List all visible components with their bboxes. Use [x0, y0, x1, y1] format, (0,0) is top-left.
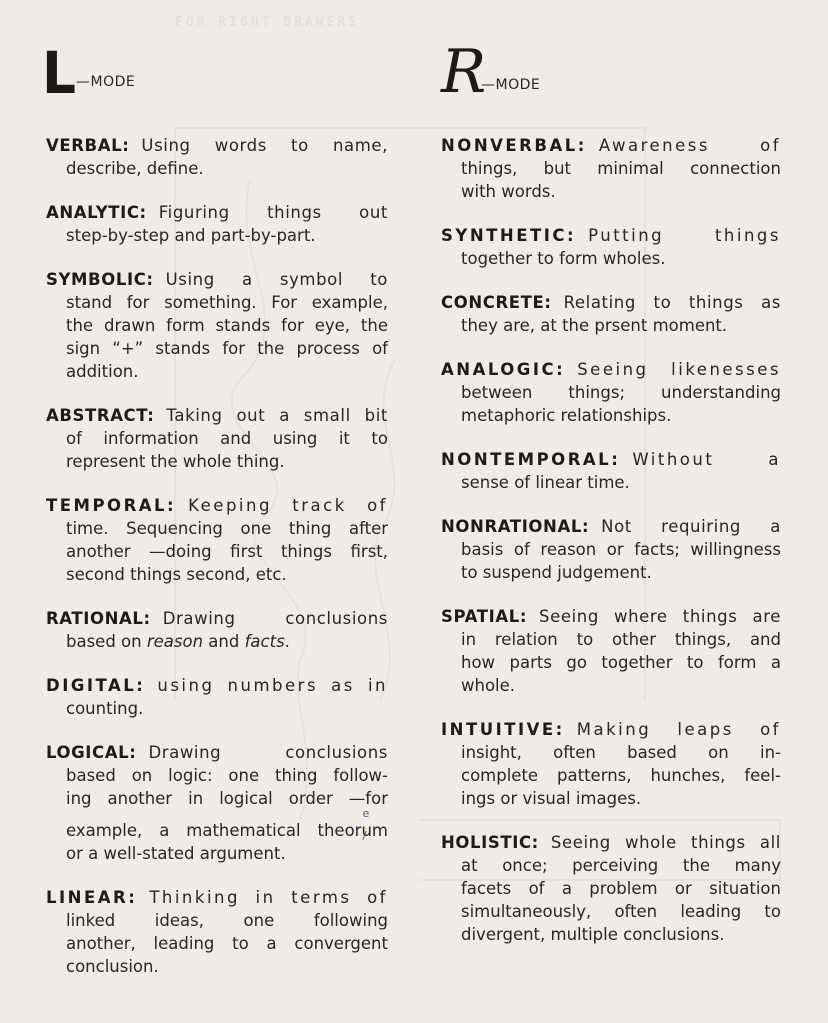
text-run: . — [284, 632, 290, 651]
definition-line: Seeing whole things all — [550, 833, 781, 852]
l-mode-suffix: —MODE — [76, 74, 136, 90]
emphasis-reason: reason — [146, 632, 204, 651]
definition-line: Not requiring a — [601, 517, 781, 536]
definition-line: Drawing conclusions — [148, 743, 388, 762]
definition-line: based on logic: one thing follow- — [66, 766, 388, 785]
entry-nonrational — [441, 515, 781, 584]
term-label: DIGITAL: — [46, 676, 146, 695]
definition-line: or a well-stated argument. — [66, 844, 286, 863]
term-label: NONRATIONAL: — [441, 517, 590, 536]
entry-verbal — [46, 134, 388, 180]
definition-line: how parts go together to form a — [461, 653, 781, 672]
entry-logical — [46, 741, 388, 865]
term-label: INTUITIVE: — [441, 720, 565, 739]
entry-temporal — [46, 494, 388, 586]
entry-abstract — [46, 404, 388, 473]
entry-intuitive — [441, 718, 781, 810]
text-run: example, a mathematical theor — [66, 821, 362, 840]
definition-line: another —doing first things first, — [66, 542, 388, 561]
term-label: SYMBOLIC: — [46, 270, 154, 289]
term-label: CONCRETE: — [441, 293, 552, 312]
definition-line: conclusion. — [66, 957, 159, 976]
entry-concrete — [441, 291, 781, 337]
definition-line: sign “+” stands for the process of — [66, 339, 388, 358]
definition-line: Seeing likenesses — [577, 360, 781, 379]
emphasis-facts: facts — [244, 632, 285, 651]
definition-line: whole. — [461, 676, 516, 695]
definition-line: Relating to things as — [563, 293, 781, 312]
entry-nonverbal — [441, 134, 781, 203]
term-label: RATIONAL: — [46, 609, 151, 628]
definition-line: they are, at the prsent moment. — [461, 316, 728, 335]
definition-line: using numbers as in — [157, 676, 388, 695]
r-mode-suffix: —MODE — [481, 77, 541, 93]
definition-line: time. Sequencing one thing after — [66, 519, 388, 538]
definition-line: Using words to name, — [141, 136, 388, 155]
definition-line: Putting things — [588, 226, 781, 245]
definition-line: Keeping track of — [188, 496, 388, 515]
definition-line: basis of reason or facts; willingness — [461, 540, 781, 559]
definition-line: together to form wholes. — [461, 249, 666, 268]
term-label: ANALOGIC: — [441, 360, 566, 379]
definition-line: facets of a problem or situation — [461, 879, 781, 898]
definition-line: addition. — [66, 362, 139, 381]
term-label: SYNTHETIC: — [441, 226, 577, 245]
l-mode-column — [42, 39, 388, 999]
entry-analogic — [441, 358, 781, 427]
definition-line: in relation to other things, and — [461, 630, 781, 649]
definition-line: Taking out a small bit — [166, 406, 388, 425]
definition-line: Seeing where things are — [539, 607, 781, 626]
term-label: NONVERBAL: — [441, 136, 587, 155]
struck-letter: u — [361, 821, 372, 840]
term-label: LOGICAL: — [46, 743, 137, 762]
entry-analytic — [46, 201, 388, 247]
definition-line: things, but minimal connection — [461, 159, 781, 178]
definition-line: of information and using it to — [66, 429, 388, 448]
definition-line: complete patterns, hunches, feel- — [461, 766, 781, 785]
definition-line: another, leading to a convergent — [66, 934, 388, 953]
definition-line: counting. — [66, 699, 144, 718]
term-label: VERBAL: — [46, 136, 130, 155]
definition-line: at once; perceiving the many — [461, 856, 781, 875]
definition-line: divergent, multiple conclusions. — [461, 925, 725, 944]
definition-line: linked ideas, one following — [66, 911, 388, 930]
definition-line: with words. — [461, 182, 556, 201]
definition-line: the drawn form stands for eye, the — [66, 316, 388, 335]
definition-line: to suspend judgement. — [461, 563, 652, 582]
entry-holistic — [441, 831, 781, 946]
definition-line: Thinking in terms of — [149, 888, 388, 907]
definition-line: Drawing conclusions — [162, 609, 388, 628]
definition-line: ings or visual images. — [461, 789, 642, 808]
term-label: SPATIAL: — [441, 607, 528, 626]
term-label: HOLISTIC: — [441, 833, 539, 852]
term-label: TEMPORAL: — [46, 496, 177, 515]
text-run: and — [203, 632, 245, 651]
definition-line: Using a symbol to — [165, 270, 388, 289]
definition-line: Making leaps of — [576, 720, 781, 739]
definition-line: insight, often based on in- — [461, 743, 781, 762]
term-label: LINEAR: — [46, 888, 138, 907]
show-through-text: FOR RIGHT DRAWERS — [175, 15, 360, 30]
entry-synthetic — [441, 224, 781, 270]
definition-line: simultaneously, often leading to — [461, 902, 781, 921]
definition-line: sense of linear time. — [461, 473, 630, 492]
entry-spatial — [441, 605, 781, 697]
definition-line: Figuring things out — [158, 203, 388, 222]
definition-line: between things; understanding — [461, 383, 781, 402]
entry-symbolic — [46, 268, 388, 383]
definition-line: ing another in logical order —for — [66, 789, 388, 808]
handwritten-correction — [361, 807, 372, 842]
l-mode-letter: L — [42, 39, 77, 107]
entry-rational — [46, 607, 388, 653]
definition-line — [66, 807, 388, 842]
correction-letter: e — [362, 807, 370, 820]
r-mode-heading — [441, 37, 781, 110]
definition-line: metaphoric relationships. — [461, 406, 672, 425]
definition-line: represent the whole thing. — [66, 452, 285, 471]
entry-linear — [46, 886, 388, 978]
definition-line: step-by-step and part-by-part. — [66, 226, 316, 245]
text-run: based on — [66, 632, 147, 651]
definition-line: stand for something. For example, — [66, 293, 388, 312]
term-label: ABSTRACT: — [46, 406, 155, 425]
text-run: m — [371, 821, 388, 840]
definition-line — [66, 630, 388, 653]
l-mode-heading — [42, 39, 388, 110]
definition-line: describe, define. — [66, 159, 204, 178]
r-mode-letter: R — [441, 37, 487, 107]
r-mode-column — [441, 37, 781, 967]
definition-line: second things second, etc. — [66, 565, 287, 584]
term-label: ANALYTIC: — [46, 203, 147, 222]
definition-line: Awareness of — [598, 136, 781, 155]
definition-line: Without a — [632, 450, 781, 469]
entry-digital — [46, 674, 388, 720]
term-label: NONTEMPORAL: — [441, 450, 621, 469]
entry-nontemporal — [441, 448, 781, 494]
